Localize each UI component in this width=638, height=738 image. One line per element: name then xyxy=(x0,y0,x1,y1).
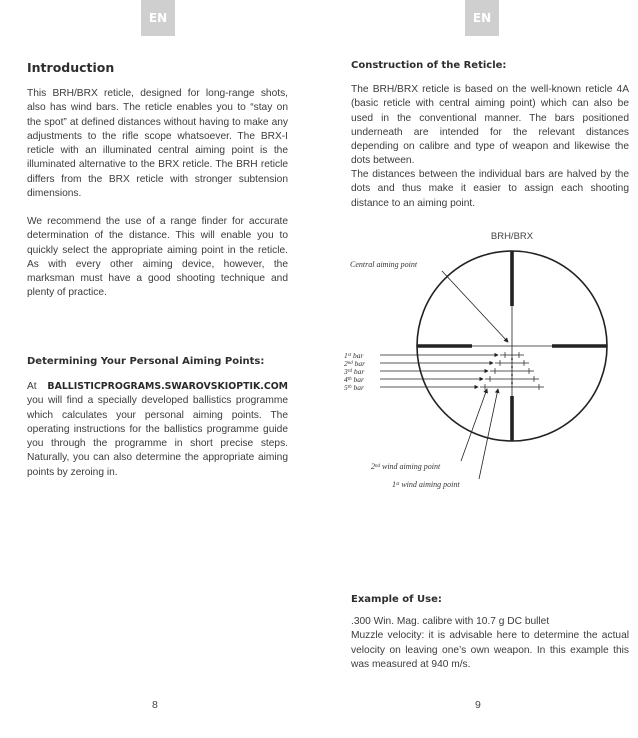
example-paragraph: .300 Win. Mag. calibre with 10.7 g DC bullet Muzzle velocity: it is advisable here to determine the actual velocity on leaving one’s own weapon. In this example this was measured at 940 m/s. xyxy=(351,616,629,670)
page-number: 8 xyxy=(152,699,158,711)
bar-label-3: 3rd bar xyxy=(344,367,365,376)
bar-arrows xyxy=(380,355,498,387)
wind-2-arrow xyxy=(461,389,487,461)
diagram-title: BRH/BRX xyxy=(490,231,534,242)
wind-aiming-point-2-label: 2nd wind aiming point xyxy=(371,462,441,471)
bar-label-5: 5th bar xyxy=(344,383,364,392)
aiming-points-at: At xyxy=(27,381,48,392)
bar-labels xyxy=(343,351,365,392)
construction-heading: Construction of the Reticle: xyxy=(351,60,507,71)
bar-label-2: 2nd bar xyxy=(344,359,366,368)
central-aiming-point-label: Central aiming point xyxy=(350,260,418,269)
bar-label-1: 1st bar xyxy=(344,351,364,360)
introduction-heading: Introduction xyxy=(27,60,115,75)
example-heading: Example of Use: xyxy=(351,594,442,605)
introduction-paragraph-1: This BRH/BRX reticle, designed for long-range shots, also has wind bars. The reticle enables you to “stay on the spot” at defined distances without having to make any adjustments to the rifle scope whatsoever. The BRX-I reticle with an illuminated central aiming point is the illuminated alternative to the BRX reticle. The BRH reticle differs from the BRX reticle with stronger subtension dimensions. xyxy=(27,88,288,200)
bar-label-4: 4th bar xyxy=(344,375,364,384)
ballistic-programme-link[interactable]: BALLISTICPROGRAMS.SWAROVSKIOPTIK.COM xyxy=(47,381,288,392)
wind-aiming-point-1-label: 1st wind aiming point xyxy=(392,480,460,489)
aiming-points-heading: Determining Your Personal Aiming Points: xyxy=(27,356,265,367)
aiming-points-text: you will find a specially developed ballistics programme which calculates your personal aiming points. The operating instructions for the ballistics programme guide you through the programme in short precise steps. Naturally, you can also determine the appropriate aiming points by zeroing in. xyxy=(27,395,288,478)
language-tab: EN xyxy=(141,0,175,36)
introduction-paragraph-2: We recommend the use of a range finder for accurate determination of the distance. This will enable you to quickly select the appropriate aiming point in the reticle. As with every other aiming device, however, the marksman must have a good shooting technique and plenty of practice. xyxy=(27,216,288,299)
construction-paragraph-2: The distances between the individual bars are halved by the dots and thus make it easier to assign each shooting distance to an aiming point. xyxy=(351,169,629,209)
reticle-diagram xyxy=(340,224,620,499)
construction-paragraph-1: The BRH/BRX reticle is based on the well-known reticle 4A (basic reticle with central aiming point) which can also be used in the conventional manner. The bars positioned underneath are intended for the relevant distances depending on calibre and type of weapon and likewise the dots between. xyxy=(351,84,629,167)
central-aiming-point-arrow xyxy=(442,271,508,342)
page-number: 9 xyxy=(475,699,481,711)
language-tab: EN xyxy=(465,0,499,36)
aiming-points-paragraph xyxy=(27,380,288,480)
